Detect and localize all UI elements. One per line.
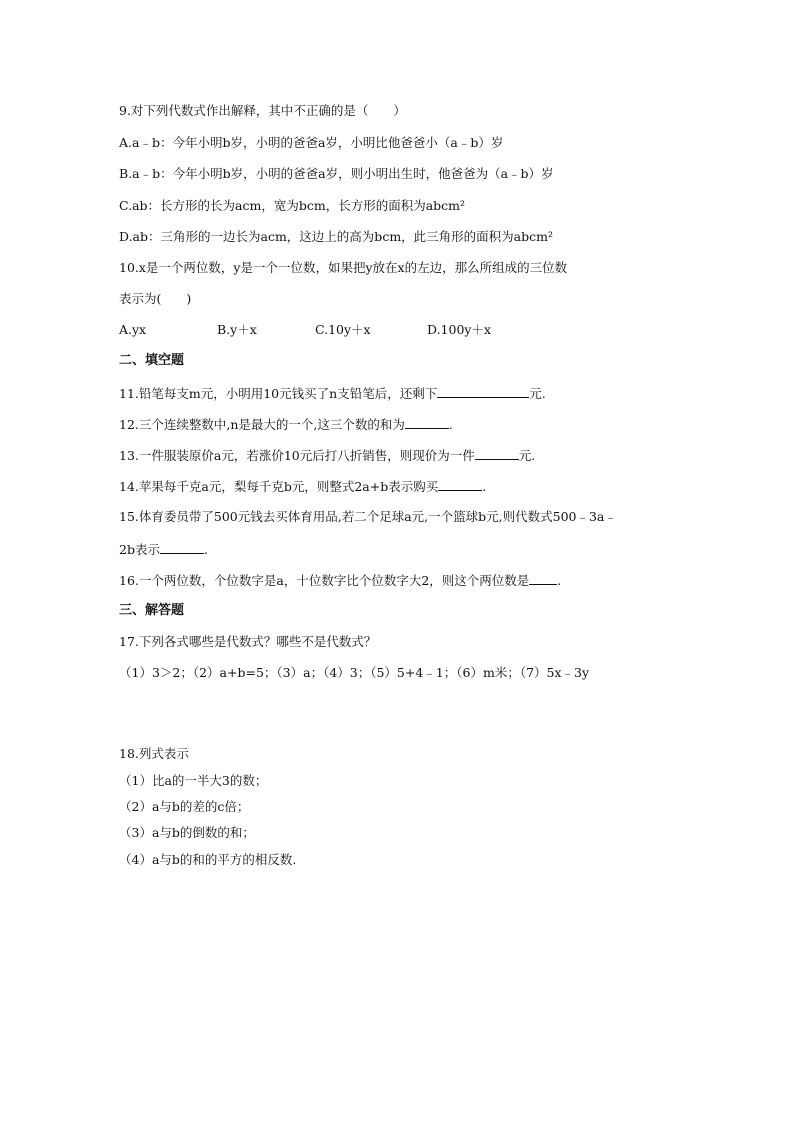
q13-text: 13.一件服装原价a元，若涨价10元后打八折销售，则现价为一件 <box>119 448 475 463</box>
q11 <box>119 385 546 402</box>
q18-item-4: （4）a与b的和的平方的相反数. <box>119 852 297 867</box>
q10-option-d: D.100y＋x <box>427 322 492 337</box>
q10-option-b: B.y＋x <box>217 322 257 337</box>
q17-stem: 17.下列各式哪些是代数式？哪些不是代数式？ <box>119 634 377 649</box>
q16-end: . <box>557 573 562 588</box>
q9-option-a: A.a﹣b：今年小明b岁，小明的爸爸a岁，小明比他爸爸小（a﹣b）岁 <box>119 135 504 150</box>
q11-answer-blank <box>437 385 529 398</box>
q15-answer-blank <box>160 541 204 554</box>
q16-text: 16.一个两位数，个位数字是a，十位数字比个位数字大2，则这个两位数是 <box>119 573 530 588</box>
q14-end: . <box>482 479 487 494</box>
q12-text: 12.三个连续整数中,n是最大的一个,这三个数的和为 <box>119 417 405 432</box>
q18-stem: 18.列式表示 <box>119 746 189 761</box>
q14-answer-blank <box>438 478 482 491</box>
q13 <box>119 447 535 464</box>
q10-options <box>119 322 491 338</box>
q10-option-c: C.10y＋x <box>315 322 371 337</box>
q9-option-b: B.a﹣b：今年小明b岁，小明的爸爸a岁，则小明出生时，他爸爸为（a﹣b）岁 <box>119 166 554 181</box>
q15-end: . <box>203 542 208 557</box>
q18-item-1: （1）比a的一半大3的数； <box>119 773 268 788</box>
section-fill-in-title: 二、填空题 <box>119 353 185 368</box>
q12-answer-blank <box>405 416 449 429</box>
q9-stem: 9.对下列代数式作出解释，其中不正确的是（ ） <box>119 103 406 118</box>
q15-line2 <box>119 541 208 558</box>
q13-unit: 元. <box>518 448 536 463</box>
q15-line1: 15.体育委员带了500元钱去买体育用品,若二个足球a元,一个篮球b元,则代数式500﹣3a﹣ <box>119 509 617 524</box>
q10-option-a: A.yx <box>119 322 147 337</box>
q16 <box>119 572 561 589</box>
q16-answer-blank <box>529 572 557 585</box>
q12 <box>119 416 453 433</box>
q11-unit: 元. <box>529 386 546 401</box>
q17-items: （1）3＞2；（2）a+b=5；（3）a；（4）3；（5）5+4﹣1；（6）m米；（7）5x﹣3y <box>119 665 590 680</box>
q12-end: . <box>448 417 453 432</box>
q10-stem-line2: 表示为( ) <box>119 291 192 306</box>
q14 <box>119 478 486 495</box>
section-answer-title: 三、解答题 <box>119 603 185 618</box>
q9-option-d: D.ab：三角形的一边长为acm，这边上的高为bcm，此三角形的面积为abcm² <box>119 229 553 244</box>
q13-answer-blank <box>475 447 519 460</box>
q9-option-c: C.ab：长方形的长为acm，宽为bcm，长方形的面积为abcm² <box>119 198 466 213</box>
q18-item-3: （3）a与b的倒数的和； <box>119 825 255 840</box>
q15-text: 2b表示 <box>119 542 160 557</box>
q11-text: 11.铅笔每支m元，小明用10元钱买了n支铅笔后，还剩下 <box>119 386 438 401</box>
q18-item-2: （2）a与b的差的c倍； <box>119 799 250 814</box>
q10-stem-line1: 10.x是一个两位数，y是一个一位数，如果把y放在x的左边，那么所组成的三位数 <box>119 260 568 275</box>
q14-text: 14.苹果每千克a元，梨每千克b元，则整式2a+b表示购买 <box>119 479 439 494</box>
